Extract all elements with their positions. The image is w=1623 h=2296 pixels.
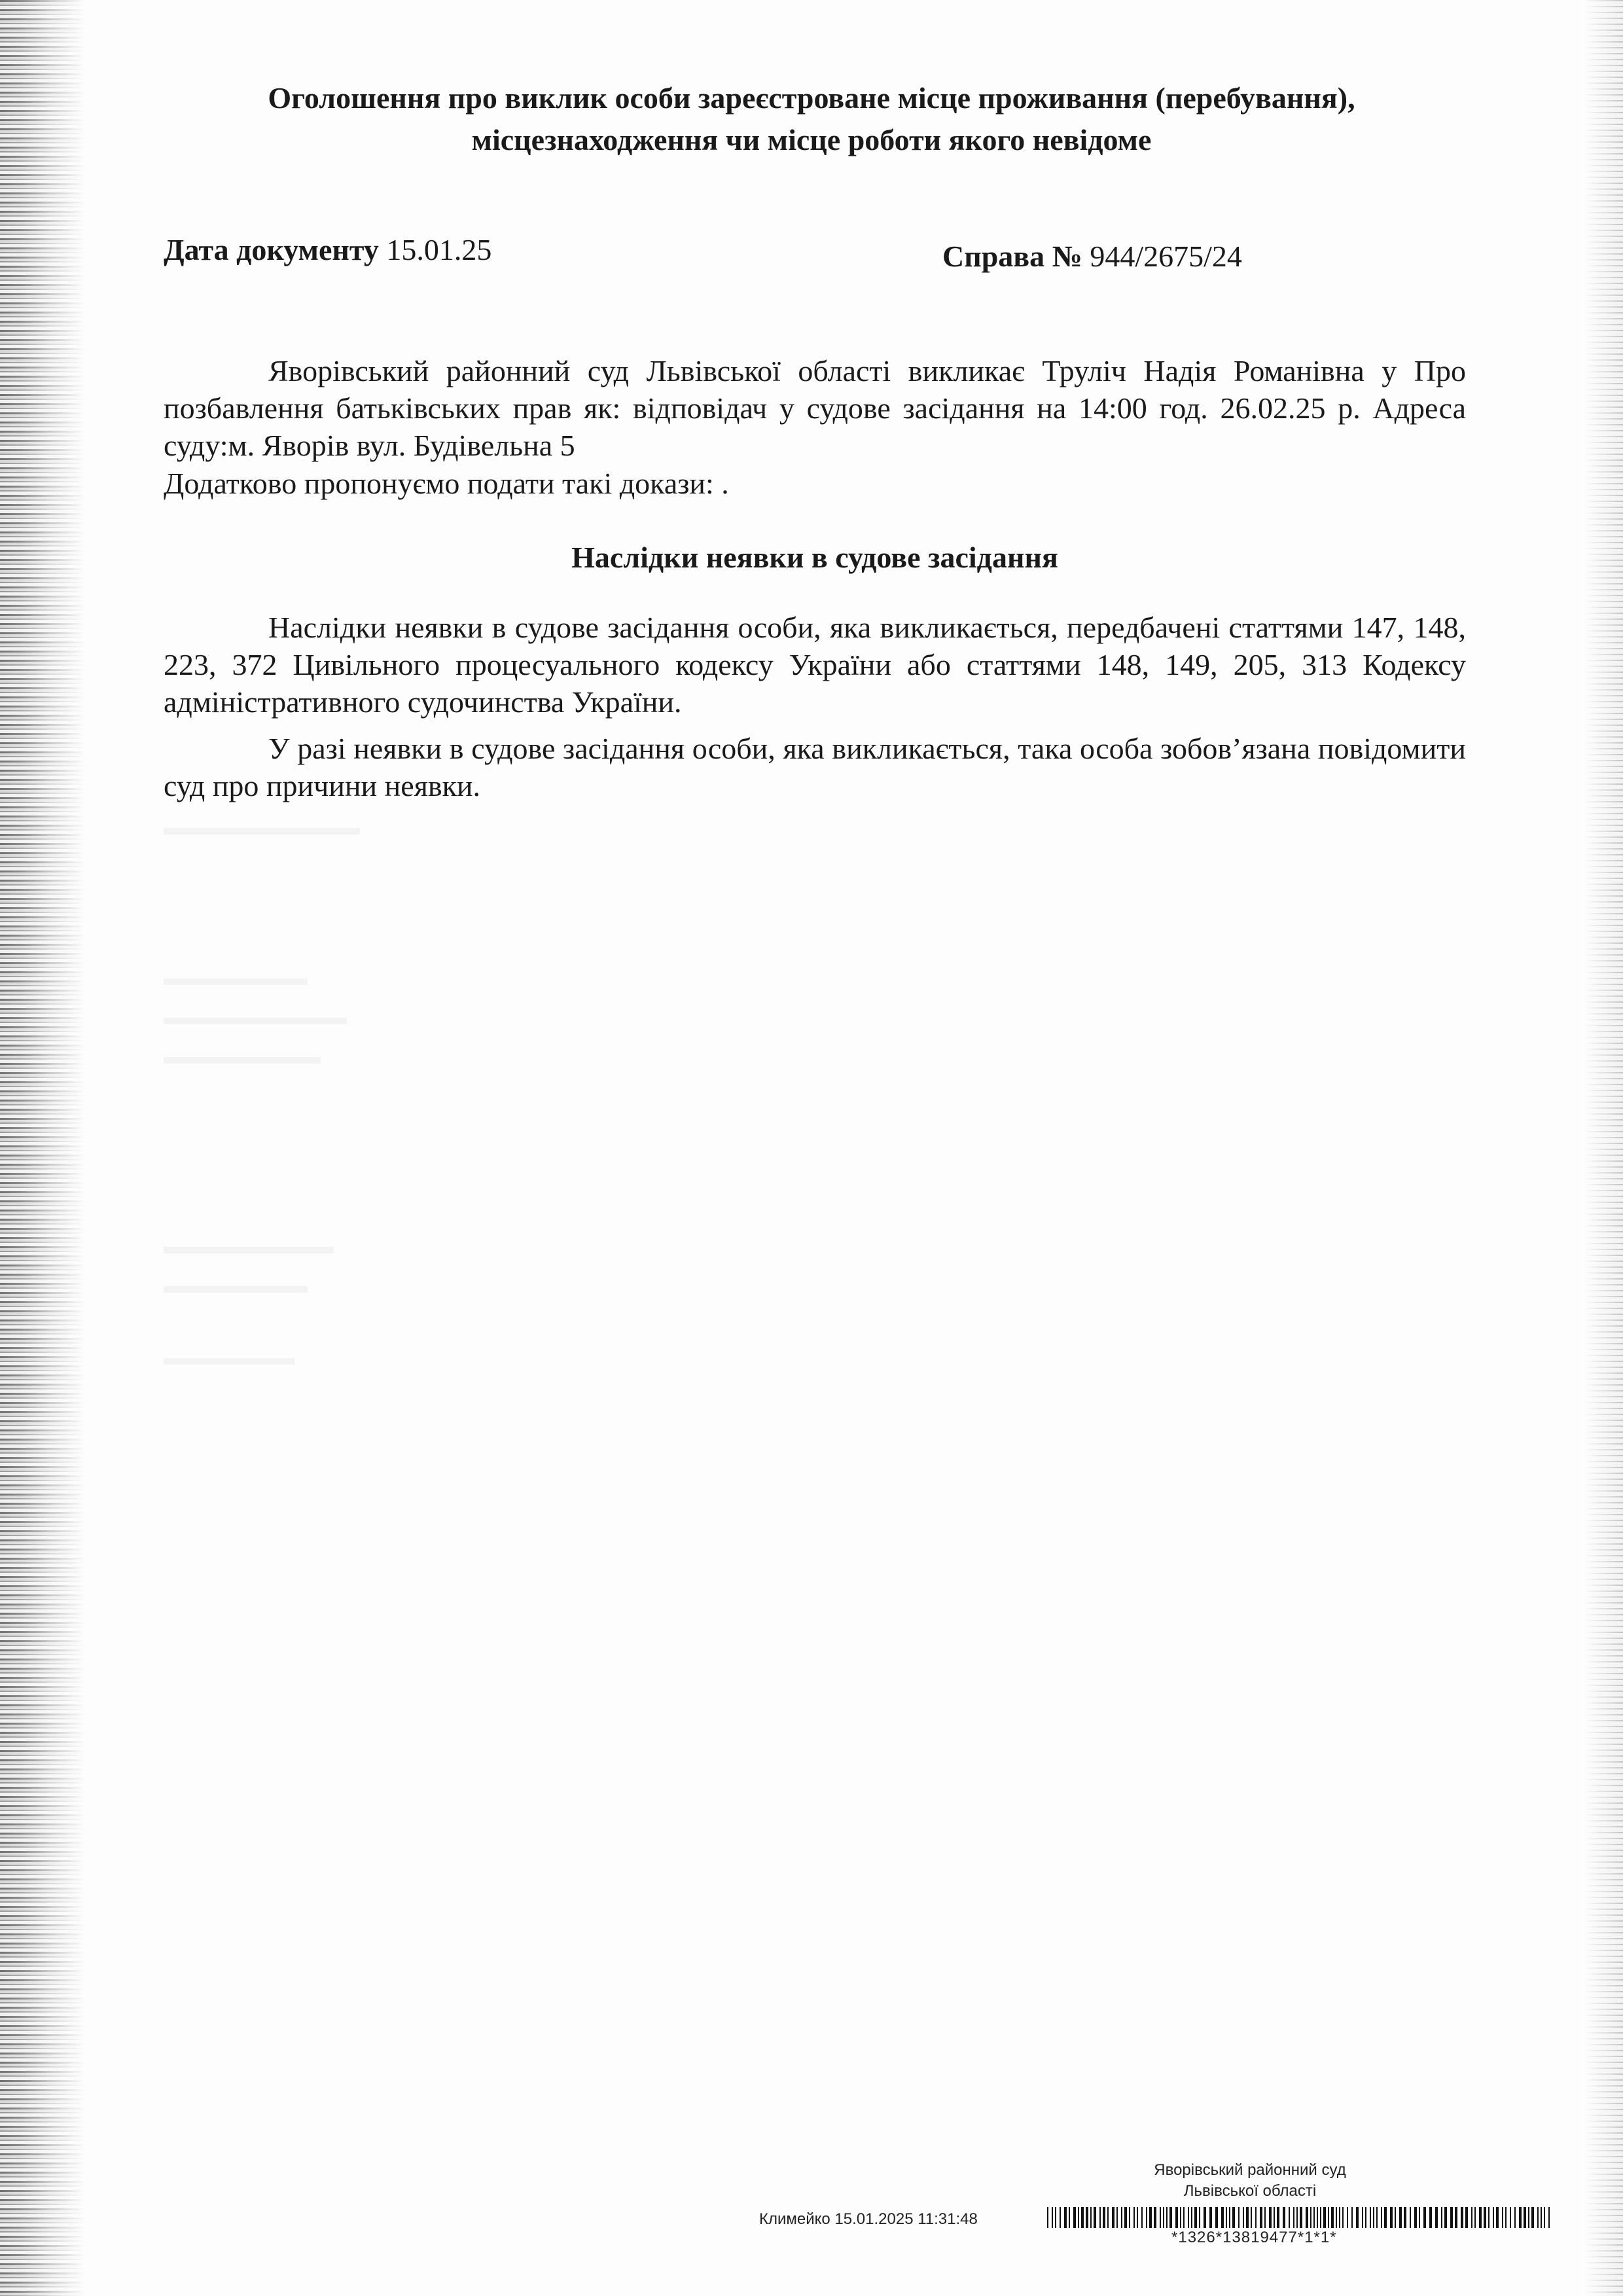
- barcode-bar: [1310, 2207, 1311, 2228]
- barcode-bar: [1441, 2207, 1442, 2228]
- barcode-bar: [1351, 2207, 1353, 2228]
- barcode-text: *1326*13819477*1*1*: [1171, 2229, 1337, 2246]
- barcode-bar: [1160, 2207, 1161, 2228]
- barcode-bar: [1124, 2207, 1127, 2228]
- barcode-bar: [1169, 2207, 1172, 2228]
- barcode-bar: [1399, 2207, 1402, 2228]
- barcode-bar: [1277, 2207, 1279, 2228]
- barcode-bar: [1232, 2207, 1235, 2228]
- barcode-bar: [1347, 2207, 1348, 2228]
- barcode-bar: [1094, 2207, 1096, 2228]
- barcode-bar: [1260, 2207, 1262, 2228]
- barcode-bar: [1221, 2207, 1224, 2228]
- barcode-bar: [1323, 2207, 1326, 2228]
- barcode-bar: [1444, 2207, 1447, 2228]
- barcode-bar: [1461, 2207, 1463, 2228]
- barcode-bar: [1450, 2207, 1453, 2228]
- barcode-bar: [1163, 2207, 1164, 2228]
- barcode-bar: [1069, 2207, 1070, 2228]
- case-number: [942, 236, 1242, 278]
- barcode-bar: [1541, 2207, 1542, 2228]
- scan-artifact-right: [1584, 0, 1623, 2296]
- barcode-bar: [1455, 2207, 1457, 2228]
- barcode-bar: [1548, 2207, 1550, 2228]
- barcode-bar: [1081, 2207, 1084, 2228]
- barcode-bar: [1073, 2207, 1076, 2228]
- barcode-bar: [1204, 2207, 1206, 2228]
- court-stamp-line-1: Яворівський районний суд: [1154, 2161, 1346, 2179]
- barcode-bar: [1514, 2207, 1516, 2228]
- barcode-bar: [1465, 2207, 1468, 2228]
- barcode-bar: [1199, 2207, 1200, 2228]
- barcode-bar: [1373, 2207, 1374, 2228]
- barcode-bar: [1484, 2207, 1486, 2228]
- barcode-bar: [1129, 2207, 1130, 2228]
- barcode-bar: [1086, 2207, 1088, 2228]
- barcode-bar: [1370, 2207, 1371, 2228]
- barcode-bar: [1505, 2207, 1507, 2228]
- barcode-bar: [1502, 2207, 1503, 2228]
- barcode-bar: [1166, 2207, 1168, 2228]
- barcode-bar: [1365, 2207, 1366, 2228]
- barcode-bar: [1133, 2207, 1135, 2228]
- barcode-bar: [1146, 2207, 1147, 2228]
- barcode-bar: [1229, 2207, 1230, 2228]
- barcode-bar: [1381, 2207, 1382, 2228]
- barcode-bar: [1342, 2207, 1344, 2228]
- barcode-bar: [1264, 2207, 1266, 2228]
- bleed-through-mark: [164, 1018, 347, 1024]
- barcode-bar: [1410, 2207, 1411, 2228]
- barcode-bar: [1246, 2207, 1249, 2228]
- barcode-bar: [1183, 2207, 1185, 2228]
- barcode-bar: [1510, 2207, 1511, 2228]
- barcode-bar: [1313, 2207, 1315, 2228]
- barcode-bar: [1317, 2207, 1318, 2228]
- barcode-bar: [1103, 2207, 1105, 2228]
- barcode-bar: [1524, 2207, 1526, 2228]
- case-value: 944/2675/24: [1090, 240, 1242, 273]
- barcode-bar: [1331, 2207, 1334, 2228]
- barcode-bar: [1090, 2207, 1092, 2228]
- barcode-bar: [1293, 2207, 1294, 2228]
- barcode-bar: [1238, 2207, 1240, 2228]
- barcode-bar: [1149, 2207, 1152, 2228]
- barcode-bar: [1154, 2207, 1156, 2228]
- bleed-through-mark: [164, 1286, 308, 1293]
- barcode-bar: [1191, 2207, 1192, 2228]
- bleed-through-mark: [164, 1247, 334, 1253]
- barcode-bar: [1362, 2207, 1363, 2228]
- barcode-bar: [1274, 2207, 1275, 2228]
- barcode-bar: [1328, 2207, 1329, 2228]
- barcode-bar: [1289, 2207, 1290, 2228]
- barcode-bar: [1300, 2207, 1302, 2228]
- barcode-bar: [1296, 2207, 1298, 2228]
- bleed-through-mark: [164, 978, 308, 985]
- barcode-bar: [1339, 2207, 1340, 2228]
- barcode-bar: [1226, 2207, 1227, 2228]
- barcode-bar: [1243, 2207, 1244, 2228]
- barcode-bar: [1493, 2207, 1494, 2228]
- barcode-bar: [1215, 2207, 1218, 2228]
- barcode-bar: [1055, 2207, 1056, 2228]
- extra-evidence-line: Додатково пропонуємо подати такі докази: .: [164, 467, 729, 500]
- barcode-bar: [1060, 2207, 1061, 2228]
- barcode-bar: [1537, 2207, 1539, 2228]
- barcode-bar: [1376, 2207, 1378, 2228]
- footer-stamp: [759, 2160, 1571, 2265]
- barcode-bar: [1384, 2207, 1387, 2228]
- barcode-bar: [1269, 2207, 1272, 2228]
- barcode-bar: [1194, 2207, 1197, 2228]
- barcode-bar: [1479, 2207, 1482, 2228]
- barcode-bar: [1404, 2207, 1406, 2228]
- barcode-bar: [1099, 2207, 1101, 2228]
- scan-artifact-left: [0, 0, 85, 2296]
- barcode-bar: [1336, 2207, 1337, 2228]
- barcode-bar: [1137, 2207, 1138, 2228]
- barcode-bar: [1519, 2207, 1522, 2228]
- barcode-bar: [1255, 2207, 1257, 2228]
- barcode-bar: [1283, 2207, 1285, 2228]
- document-title: [164, 77, 1459, 161]
- barcode-bar: [1528, 2207, 1529, 2228]
- barcode-bar: [1531, 2207, 1534, 2228]
- bleed-through-mark: [164, 828, 360, 834]
- barcode-bar: [1320, 2207, 1321, 2228]
- court-stamp-line-2: Львівської області: [1183, 2182, 1317, 2200]
- barcode-bar: [1141, 2207, 1143, 2228]
- bleed-through-mark: [164, 1358, 294, 1365]
- title-line-1: Оголошення про виклик особи зареєстроване місце проживання (перебування),: [268, 81, 1355, 115]
- barcode-bar: [1107, 2207, 1109, 2228]
- case-label: Справа №: [942, 240, 1082, 273]
- barcode-bar: [1052, 2207, 1053, 2228]
- date-label: Дата документу: [164, 233, 379, 266]
- barcode-bar: [1474, 2207, 1476, 2228]
- consequences-heading: Наслідки неявки в судове засідання: [571, 541, 1058, 574]
- barcode-bar: [1429, 2207, 1432, 2228]
- barcode-bar: [1047, 2207, 1048, 2228]
- clerk-timestamp: Климейко 15.01.2025 11:31:48: [759, 2210, 978, 2228]
- barcode-bar: [1496, 2207, 1499, 2228]
- barcode-bar: [1116, 2207, 1118, 2228]
- bleed-through-mark: [164, 1057, 321, 1064]
- barcode-bar: [1180, 2207, 1181, 2228]
- barcode-bar: [1356, 2207, 1359, 2228]
- barcode-bar: [1395, 2207, 1396, 2228]
- barcode-bar: [1544, 2207, 1545, 2228]
- barcode-bar: [1209, 2207, 1212, 2228]
- barcode-bar: [1078, 2207, 1079, 2228]
- barcode-bar: [1419, 2207, 1420, 2228]
- barcode-bar: [1488, 2207, 1489, 2228]
- barcode-bar: [1112, 2207, 1115, 2228]
- consequences-paragraph-1: Наслідки неявки в судове засідання особи, яка викликається, передбачені статтями 147, 148, 223, 372 Цивільного процесуального кодексу України або статтями 148, 149, 205, 313 Кодексу адміністративного судочинства України.: [164, 611, 1466, 719]
- barcode-bar: [1251, 2207, 1252, 2228]
- barcode-bar: [1471, 2207, 1472, 2228]
- barcode-bar: [1423, 2207, 1426, 2228]
- barcode-bar: [1175, 2207, 1178, 2228]
- barcode-bar: [1414, 2207, 1417, 2228]
- barcode-bar: [1064, 2207, 1067, 2228]
- barcode-bar: [1435, 2207, 1438, 2228]
- barcode-bar: [1306, 2207, 1308, 2228]
- document-meta: [164, 229, 1315, 275]
- consequences-paragraph-2: У разі неявки в судове засідання особи, яка викликається, така особа зобов’язана повідомити суд про причини неявки.: [164, 732, 1466, 802]
- date-value: 15.01.25: [386, 233, 492, 266]
- barcode-bar: [1188, 2207, 1189, 2228]
- barcode-bar: [1390, 2207, 1393, 2228]
- summons-paragraph: Яворівський районний суд Львівської області викликає Труліч Надія Романівна у Про позбавлення батьківських прав як: відповідач у судове засідання на 14:00 год. 26.02.25 р. Адреса суду:м. Яворів вул. Будівельна 5: [164, 354, 1466, 462]
- title-line-2: місцезнаходження чи місце роботи якого невідоме: [471, 123, 1152, 156]
- document-date: [164, 229, 491, 271]
- court-stamp: [1106, 2160, 1394, 2202]
- barcode-bar: [1121, 2207, 1122, 2228]
